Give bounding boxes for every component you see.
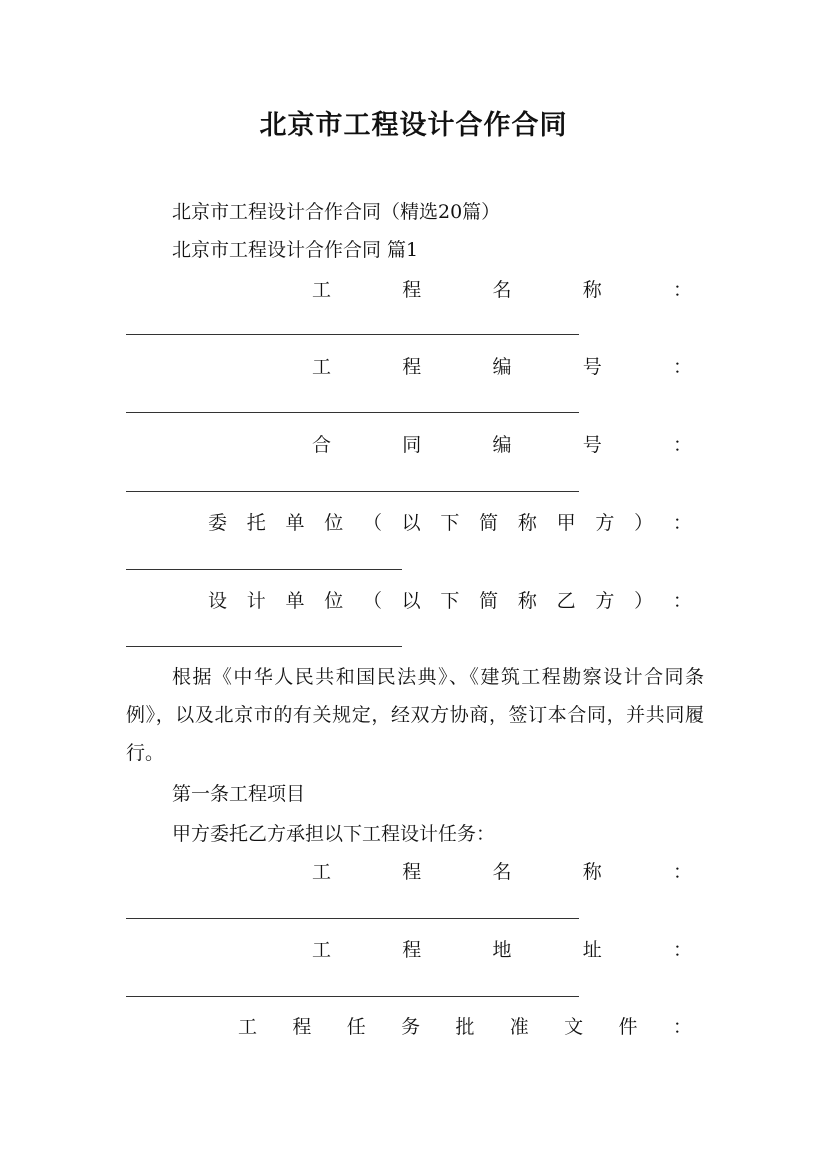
label-char: 程 xyxy=(402,939,422,961)
label-char: 以 xyxy=(401,512,421,534)
label-char: ： xyxy=(672,434,692,456)
label-char: 设 xyxy=(208,590,228,612)
field-project-number-label xyxy=(312,355,692,379)
label-char: 文 xyxy=(564,1016,584,1038)
label-char: 程 xyxy=(292,1016,312,1038)
field-contract-number-label xyxy=(312,433,692,457)
label-char: 批 xyxy=(455,1016,475,1038)
label-char: 任 xyxy=(346,1016,366,1038)
label-char: 工 xyxy=(312,861,332,883)
label-char: 工 xyxy=(312,939,332,961)
label-char: 委 xyxy=(208,512,228,534)
label-char: ） xyxy=(634,512,654,534)
label-char: 托 xyxy=(246,512,266,534)
document-title: 北京市工程设计合作合同 xyxy=(259,110,568,141)
label-char: 位 xyxy=(324,512,344,534)
label-char: ： xyxy=(672,1016,692,1038)
label-char: 方 xyxy=(595,512,615,534)
label-char: 计 xyxy=(246,590,266,612)
label-char: 准 xyxy=(509,1016,529,1038)
label-char: 址 xyxy=(582,939,602,961)
label-char: ： xyxy=(672,356,692,378)
part-heading: 北京市工程设计合作合同 篇1 xyxy=(172,239,419,261)
label-char: （ xyxy=(362,512,382,534)
label-char: 称 xyxy=(517,512,537,534)
label-char: 编 xyxy=(492,356,512,378)
label-char: ： xyxy=(672,939,692,961)
label-char: ： xyxy=(672,590,692,612)
article-1-title: 第一条工程项目 xyxy=(172,783,306,805)
label-char: 称 xyxy=(582,861,602,883)
project-number-blank[interactable] xyxy=(126,412,579,413)
label-char: 乙 xyxy=(556,590,576,612)
client-blank[interactable] xyxy=(126,569,402,570)
preamble-paragraph: 根据《中华人民共和国民法典》、《建筑工程勘察设计合同条例》，以及北京市的有关规定，经双方协商，签订本合同，并共同履行。 xyxy=(126,666,704,764)
label-char: 件 xyxy=(618,1016,638,1038)
label-char: ： xyxy=(672,279,692,301)
label-char: ： xyxy=(672,512,692,534)
article-1-intro: 甲方委托乙方承担以下工程设计任务： xyxy=(172,823,496,845)
label-char: 工 xyxy=(312,279,332,301)
label-char: 合 xyxy=(312,434,332,456)
label-char: 工 xyxy=(238,1016,258,1038)
label-char: 方 xyxy=(595,590,615,612)
label-char: 以 xyxy=(401,590,421,612)
field-client-label xyxy=(208,511,692,535)
label-char: 下 xyxy=(440,512,460,534)
label-char: ） xyxy=(634,590,654,612)
label-char: 简 xyxy=(479,512,499,534)
label-char: 工 xyxy=(312,356,332,378)
label-char: 名 xyxy=(492,279,512,301)
label-char: （ xyxy=(362,590,382,612)
label-char: 名 xyxy=(492,861,512,883)
label-char: 地 xyxy=(492,939,512,961)
label-char: 号 xyxy=(582,434,602,456)
label-char: 下 xyxy=(440,590,460,612)
label-char: 单 xyxy=(285,512,305,534)
designer-blank[interactable] xyxy=(126,646,402,647)
label-char: 位 xyxy=(324,590,344,612)
a1-project-address-blank[interactable] xyxy=(126,996,579,997)
a1-project-name-blank[interactable] xyxy=(126,918,579,919)
contract-number-blank[interactable] xyxy=(126,491,579,492)
label-char: 程 xyxy=(402,279,422,301)
label-char: 简 xyxy=(479,590,499,612)
field-project-name-label xyxy=(312,278,692,302)
field-a1-approval-doc-label xyxy=(238,1015,692,1039)
label-char: 编 xyxy=(492,434,512,456)
document-subtitle: 北京市工程设计合作合同（精选20篇） xyxy=(172,201,501,223)
label-char: 称 xyxy=(582,279,602,301)
label-char: 程 xyxy=(402,861,422,883)
field-a1-project-name-label xyxy=(312,860,692,884)
label-char: 程 xyxy=(402,356,422,378)
label-char: 单 xyxy=(285,590,305,612)
label-char: 同 xyxy=(402,434,422,456)
label-char: 称 xyxy=(517,590,537,612)
label-char: 甲 xyxy=(556,512,576,534)
field-a1-project-address-label xyxy=(312,938,692,962)
label-char: 务 xyxy=(401,1016,421,1038)
label-char: 号 xyxy=(582,356,602,378)
project-name-blank[interactable] xyxy=(126,334,579,335)
label-char: ： xyxy=(672,861,692,883)
field-designer-label xyxy=(208,589,692,613)
